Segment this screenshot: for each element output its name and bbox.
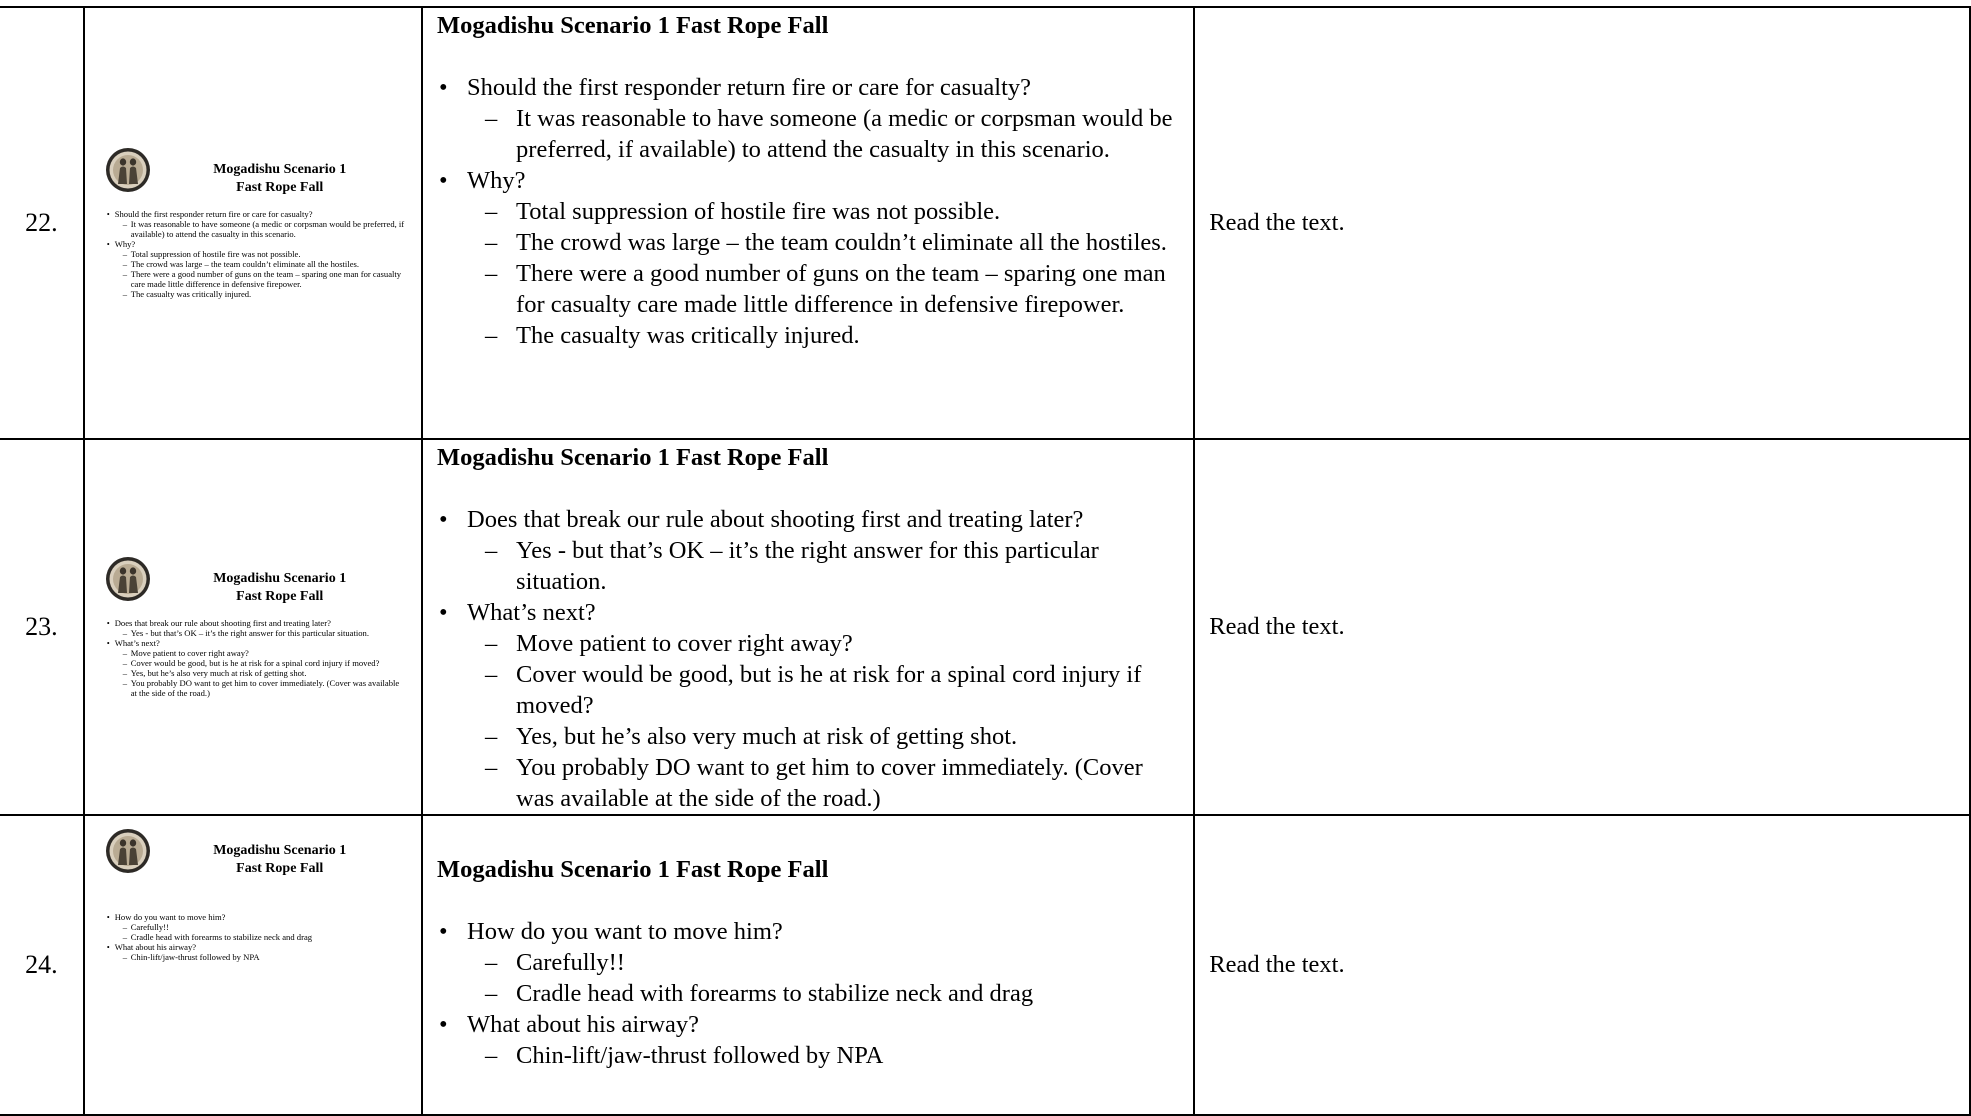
table-row xyxy=(0,439,1970,815)
sub-list-item: – Carefully!! xyxy=(467,947,1179,978)
sub-list-item: – Chin-lift/jaw-thrust followed by NPA xyxy=(467,1040,1179,1071)
slide-notes xyxy=(422,815,1194,1115)
sub-list-item: – You probably DO want to get him to cover immediately. (Cover was available at the side of the road.) xyxy=(467,752,1179,814)
sub-list-item: – Yes - but that’s OK – it’s the right answer for this particular situation. xyxy=(467,535,1179,597)
slide-notes xyxy=(422,439,1194,815)
slide-thumbnail xyxy=(105,556,405,698)
bullet-text: Should the first responder return fire or care for casualty? xyxy=(467,74,1032,101)
sub-bullet-list xyxy=(115,249,405,299)
list-item xyxy=(105,638,405,698)
bullet-list xyxy=(105,912,405,962)
bullet-list xyxy=(105,209,405,299)
notes-title: Mogadishu Scenario 1 Fast Rope Fall xyxy=(437,856,829,883)
sub-list-item: – The casualty was critically injured. xyxy=(467,320,1179,351)
list-item xyxy=(437,916,1179,1009)
bullet-text: Does that break our rule about shooting first and treating later? xyxy=(467,506,1084,533)
sub-bullet-list xyxy=(467,535,1179,597)
sub-bullet-list xyxy=(115,628,405,638)
slide-thumbnail xyxy=(105,828,405,962)
sub-bullet-list xyxy=(115,648,405,698)
sub-list-item: – The casualty was critically injured. xyxy=(115,289,405,299)
sub-list-item: – Cover would be good, but is he at risk for a spinal cord injury if moved? xyxy=(115,658,405,668)
list-item xyxy=(105,209,405,239)
slide-title: Mogadishu Scenario 1 Fast Rope Fall xyxy=(213,162,347,195)
list-item xyxy=(437,597,1179,814)
bullet-text: What about his airway? xyxy=(114,942,197,952)
row-number: 24. xyxy=(0,815,84,1115)
bullet-list xyxy=(105,618,405,698)
sub-bullet-list xyxy=(467,103,1179,165)
bullet-text: How do you want to move him? xyxy=(467,918,783,945)
slide-notes xyxy=(422,7,1194,439)
bullet-list xyxy=(437,916,1179,1071)
sub-bullet-list xyxy=(115,922,405,942)
list-item xyxy=(105,239,405,299)
sub-list-item: – Total suppression of hostile fire was not possible. xyxy=(115,249,405,259)
sub-list-item: – You probably DO want to get him to cover immediately. (Cover was available at the side of the road.) xyxy=(115,678,405,698)
bullet-text: What’s next? xyxy=(467,599,596,626)
slide-thumbnail-cell xyxy=(84,7,422,439)
bullet-text: Why? xyxy=(467,167,526,194)
row-number: 23. xyxy=(0,439,84,815)
sub-list-item: – Cover would be good, but is he at risk for a spinal cord injury if moved? xyxy=(467,659,1179,721)
sub-bullet-list xyxy=(115,952,405,962)
slide-thumbnail-cell xyxy=(84,439,422,815)
sub-list-item: – Chin-lift/jaw-thrust followed by NPA xyxy=(115,952,405,962)
notes-body xyxy=(437,916,1179,1071)
list-item xyxy=(105,942,405,962)
list-item xyxy=(437,504,1179,597)
list-item xyxy=(437,72,1179,165)
row-number: 22. xyxy=(0,7,84,439)
sub-bullet-list xyxy=(467,196,1179,351)
table-row xyxy=(0,815,1970,1115)
sub-list-item: – The crowd was large – the team couldn’t eliminate all the hostiles. xyxy=(467,227,1179,258)
table-row xyxy=(0,7,1970,439)
slide-thumbnail-cell xyxy=(84,815,422,1115)
sub-list-item: – Yes, but he’s also very much at risk of getting shot. xyxy=(467,721,1179,752)
bullet-text: Does that break our rule about shooting first and treating later? xyxy=(114,618,331,628)
instruction-text: Read the text. xyxy=(1194,815,1970,1115)
sub-list-item: – Cradle head with forearms to stabilize neck and drag xyxy=(115,932,405,942)
bullet-text: How do you want to move him? xyxy=(114,912,226,922)
sub-bullet-list xyxy=(115,219,405,239)
slide-body xyxy=(105,209,405,299)
notes-title: Mogadishu Scenario 1 Fast Rope Fall xyxy=(437,12,829,39)
instruction-text: Read the text. xyxy=(1194,7,1970,439)
sub-bullet-list xyxy=(467,628,1179,814)
list-item xyxy=(437,1009,1179,1071)
sub-bullet-list xyxy=(467,1040,1179,1071)
sub-list-item: – Yes - but that’s OK – it’s the right answer for this particular situation. xyxy=(115,628,405,638)
instruction-text: Read the text. xyxy=(1194,439,1970,815)
sub-list-item: – Move patient to cover right away? xyxy=(467,628,1179,659)
slide-title: Mogadishu Scenario 1 Fast Rope Fall xyxy=(213,843,347,876)
slide-thumbnail xyxy=(105,147,405,299)
sub-list-item: – There were a good number of guns on the team – sparing one man for casualty care made little difference in defensive firepower. xyxy=(115,269,405,289)
bullet-text: Why? xyxy=(114,239,136,249)
sub-list-item: – Yes, but he’s also very much at risk of getting shot. xyxy=(115,668,405,678)
lesson-table xyxy=(0,6,1971,1116)
sub-list-item: – There were a good number of guns on the team – sparing one man for casualty care made little difference in defensive firepower. xyxy=(467,258,1179,320)
notes-title: Mogadishu Scenario 1 Fast Rope Fall xyxy=(437,444,829,471)
sub-list-item: – It was reasonable to have someone (a medic or corpsman would be preferred, if available) to attend the casualty in this scenario. xyxy=(467,103,1179,165)
slide-body xyxy=(105,912,405,962)
list-item xyxy=(437,165,1179,351)
sub-list-item: – It was reasonable to have someone (a medic or corpsman would be preferred, if available) to attend the casualty in this scenario. xyxy=(115,219,405,239)
bullet-list xyxy=(437,504,1179,814)
slide-title: Mogadishu Scenario 1 Fast Rope Fall xyxy=(213,571,347,604)
sub-list-item: – Move patient to cover right away? xyxy=(115,648,405,658)
notes-body xyxy=(437,72,1179,351)
bullet-list xyxy=(437,72,1179,351)
seal-icon xyxy=(105,147,151,193)
notes-body xyxy=(437,504,1179,814)
bullet-text: What about his airway? xyxy=(467,1011,700,1038)
bullet-text: Should the first responder return fire or care for casualty? xyxy=(114,209,313,219)
sub-list-item: – The crowd was large – the team couldn’t eliminate all the hostiles. xyxy=(115,259,405,269)
bullet-text: What’s next? xyxy=(114,638,160,648)
sub-list-item: – Carefully!! xyxy=(115,922,405,932)
sub-list-item: – Cradle head with forearms to stabilize neck and drag xyxy=(467,978,1179,1009)
list-item xyxy=(105,912,405,942)
list-item xyxy=(105,618,405,638)
sub-bullet-list xyxy=(467,947,1179,1009)
seal-icon xyxy=(105,556,151,602)
seal-icon xyxy=(105,828,151,874)
sub-list-item: – Total suppression of hostile fire was not possible. xyxy=(467,196,1179,227)
slide-body xyxy=(105,618,405,698)
